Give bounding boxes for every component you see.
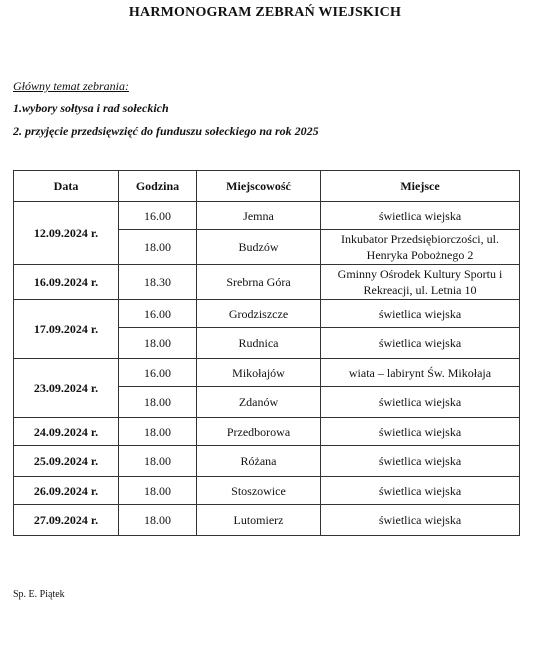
cell-place: Różana [197,446,321,477]
cell-time: 16.00 [119,300,197,328]
topic-item: 2. przyjęcie przedsięwzięć do funduszu sołeckiego na rok 2025 [13,124,319,138]
header-place: Miejscowość [197,171,321,202]
signature: Sp. E. Piątek [13,589,65,600]
cell-time: 18.00 [119,446,197,477]
cell-time: 18.00 [119,328,197,359]
cell-place: Przedborowa [197,418,321,446]
cell-date: 12.09.2024 r. [14,202,119,265]
cell-venue: świetlica wiejska [321,202,520,230]
cell-time: 18.00 [119,418,197,446]
cell-date: 26.09.2024 r. [14,477,119,505]
cell-date: 16.09.2024 r. [14,265,119,300]
table-row [14,477,520,505]
cell-venue: świetlica wiejska [321,328,520,359]
document-title: HARMONOGRAM ZEBRAŃ WIEJSKICH [128,5,402,20]
cell-venue: świetlica wiejska [321,505,520,536]
topic-label: Główny temat zebrania: [13,79,129,93]
cell-venue: świetlica wiejska [321,387,520,418]
topic-item: 1.wybory sołtysa i rad sołeckich [13,101,169,115]
table-row [14,202,520,230]
schedule-table [13,170,520,536]
cell-venue: wiata – labirynt Św. Mikołaja [321,359,520,387]
cell-date: 23.09.2024 r. [14,359,119,418]
table-row [14,300,520,328]
table-row [14,505,520,536]
header-date: Data [14,171,119,202]
cell-time: 18.00 [119,477,197,505]
cell-time: 18.00 [119,505,197,536]
cell-date: 27.09.2024 r. [14,505,119,536]
cell-venue: świetlica wiejska [321,446,520,477]
cell-place: Budzów [197,230,321,265]
cell-place: Jemna [197,202,321,230]
cell-place: Srebrna Góra [197,265,321,300]
table-header-row [14,171,520,202]
cell-venue: świetlica wiejska [321,477,520,505]
cell-place: Rudnica [197,328,321,359]
cell-time: 16.00 [119,202,197,230]
cell-time: 18.00 [119,230,197,265]
cell-time: 18.30 [119,265,197,300]
cell-date: 24.09.2024 r. [14,418,119,446]
cell-venue: Inkubator Przedsiębiorczości, ul. Henryka Pobożnego 2 [321,230,520,265]
cell-time: 18.00 [119,387,197,418]
table-row [14,418,520,446]
cell-place: Mikołajów [197,359,321,387]
cell-time: 16.00 [119,359,197,387]
table-row [14,446,520,477]
cell-venue: Gminny Ośrodek Kultury Sportu i Rekreacji, ul. Letnia 10 [321,265,520,300]
cell-date: 25.09.2024 r. [14,446,119,477]
cell-date: 17.09.2024 r. [14,300,119,359]
header-venue: Miejsce [321,171,520,202]
cell-place: Stoszowice [197,477,321,505]
header-time: Godzina [119,171,197,202]
cell-venue: świetlica wiejska [321,418,520,446]
cell-place: Lutomierz [197,505,321,536]
cell-place: Zdanów [197,387,321,418]
table-row [14,265,520,300]
table-row [14,359,520,387]
cell-place: Grodziszcze [197,300,321,328]
cell-venue: świetlica wiejska [321,300,520,328]
